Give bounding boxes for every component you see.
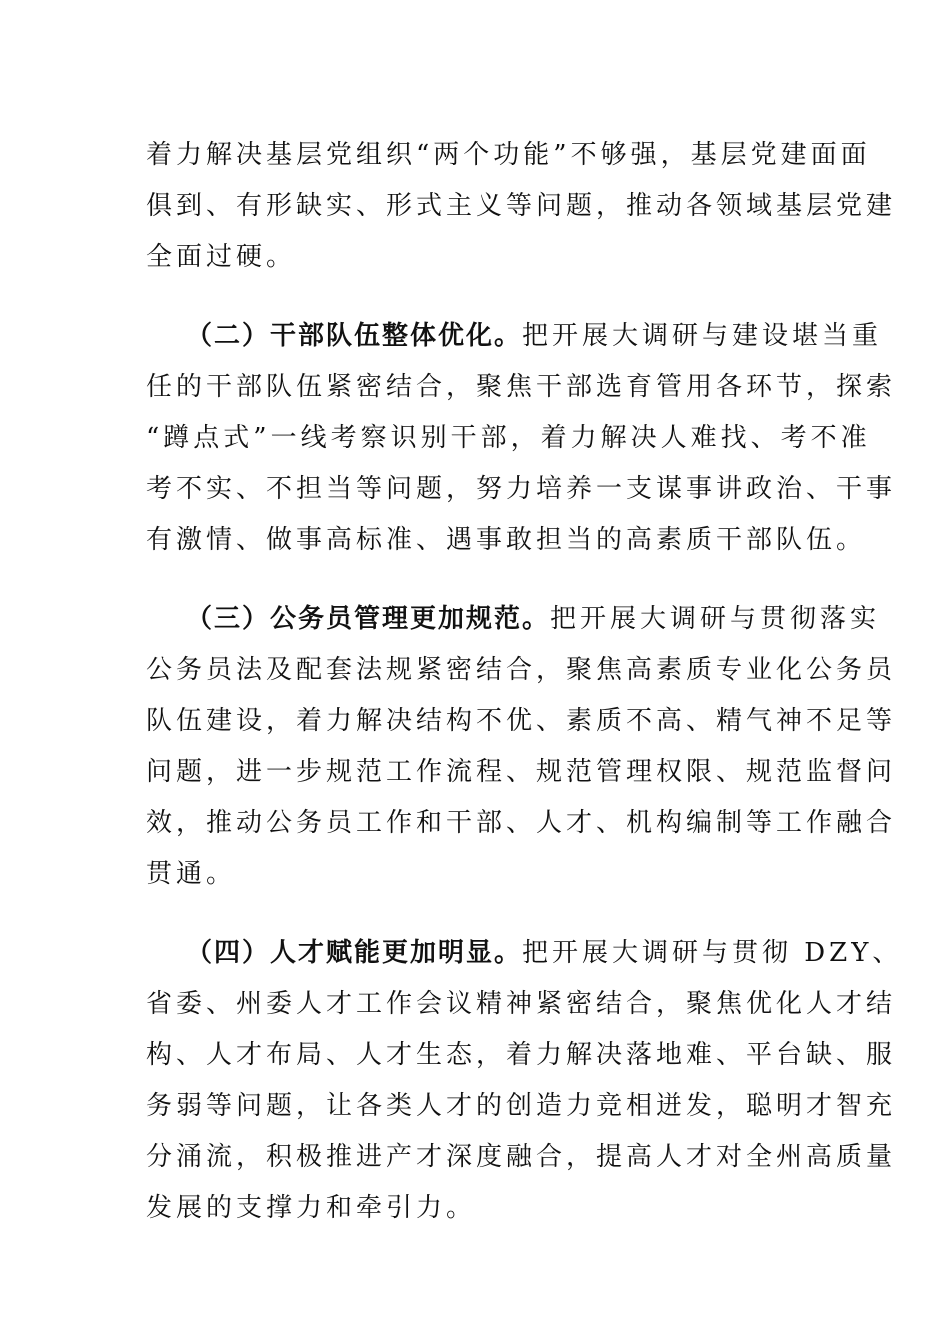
- paragraph-cadre-team: [146, 311, 897, 566]
- document-page: [146, 130, 903, 1262]
- text-line: 问题，进一步规范工作流程、规范管理权限、规范监督问: [146, 757, 897, 787]
- text-line: 公务员法及配套法规紧密结合，聚焦高素质专业化公务员: [146, 655, 897, 685]
- paragraph-civil-servant: [146, 594, 897, 900]
- text-line: “蹲点式”一线考察识别干部，着力解决人难找、考不准: [146, 423, 871, 453]
- text-line: 任的干部队伍紧密结合，聚焦干部选育管用各环节，探索: [146, 372, 897, 402]
- text-line: [146, 594, 881, 645]
- section-heading-talent: （四）人才赋能更加明显。: [186, 938, 523, 968]
- text-line: 考不实、不担当等问题，努力培养一支谋事讲政治、干事: [146, 474, 897, 504]
- text-line: 着力解决基层党组织“两个功能”不够强，基层党建面面: [146, 140, 871, 170]
- text-line: 全面过硬。: [146, 242, 297, 272]
- paragraph-talent: [146, 928, 903, 1234]
- text-line: 省委、州委人才工作会议精神紧密结合，聚焦优化人才结: [146, 989, 897, 1019]
- text-line: 构、人才布局、人才生态，着力解决落地难、平台缺、服: [146, 1040, 897, 1070]
- text-run: 把开展大调研与建设堪当重: [522, 321, 883, 351]
- text-line: 务弱等问题，让各类人才的创造力竞相迸发，聪明才智充: [146, 1091, 897, 1121]
- text-line: 俱到、有形缺实、形式主义等问题，推动各领域基层党建: [146, 191, 897, 221]
- section-heading-civil-servant: （三）公务员管理更加规范。: [186, 604, 551, 634]
- text-line: 效，推动公务员工作和干部、人才、机构编制等工作融合: [146, 808, 897, 838]
- paragraph-grassroots-party: [146, 130, 897, 283]
- text-line: 队伍建设，着力解决结构不优、素质不高、精气神不足等: [146, 706, 897, 736]
- text-line: [146, 928, 903, 979]
- section-heading-cadre-team: （二）干部队伍整体优化。: [186, 321, 523, 351]
- text-run: 把开展大调研与贯彻 DZY、: [522, 938, 903, 968]
- text-line: 发展的支撑力和牵引力。: [146, 1193, 477, 1223]
- text-line: 分涌流，积极推进产才深度融合，提高人才对全州高质量: [146, 1142, 897, 1172]
- text-line: [146, 311, 883, 362]
- text-line: 贯通。: [146, 859, 237, 889]
- text-run: 把开展大调研与贯彻落实: [550, 604, 881, 634]
- text-line: 有激情、做事高标准、遇事敢担当的高素质干部队伍。: [146, 525, 867, 555]
